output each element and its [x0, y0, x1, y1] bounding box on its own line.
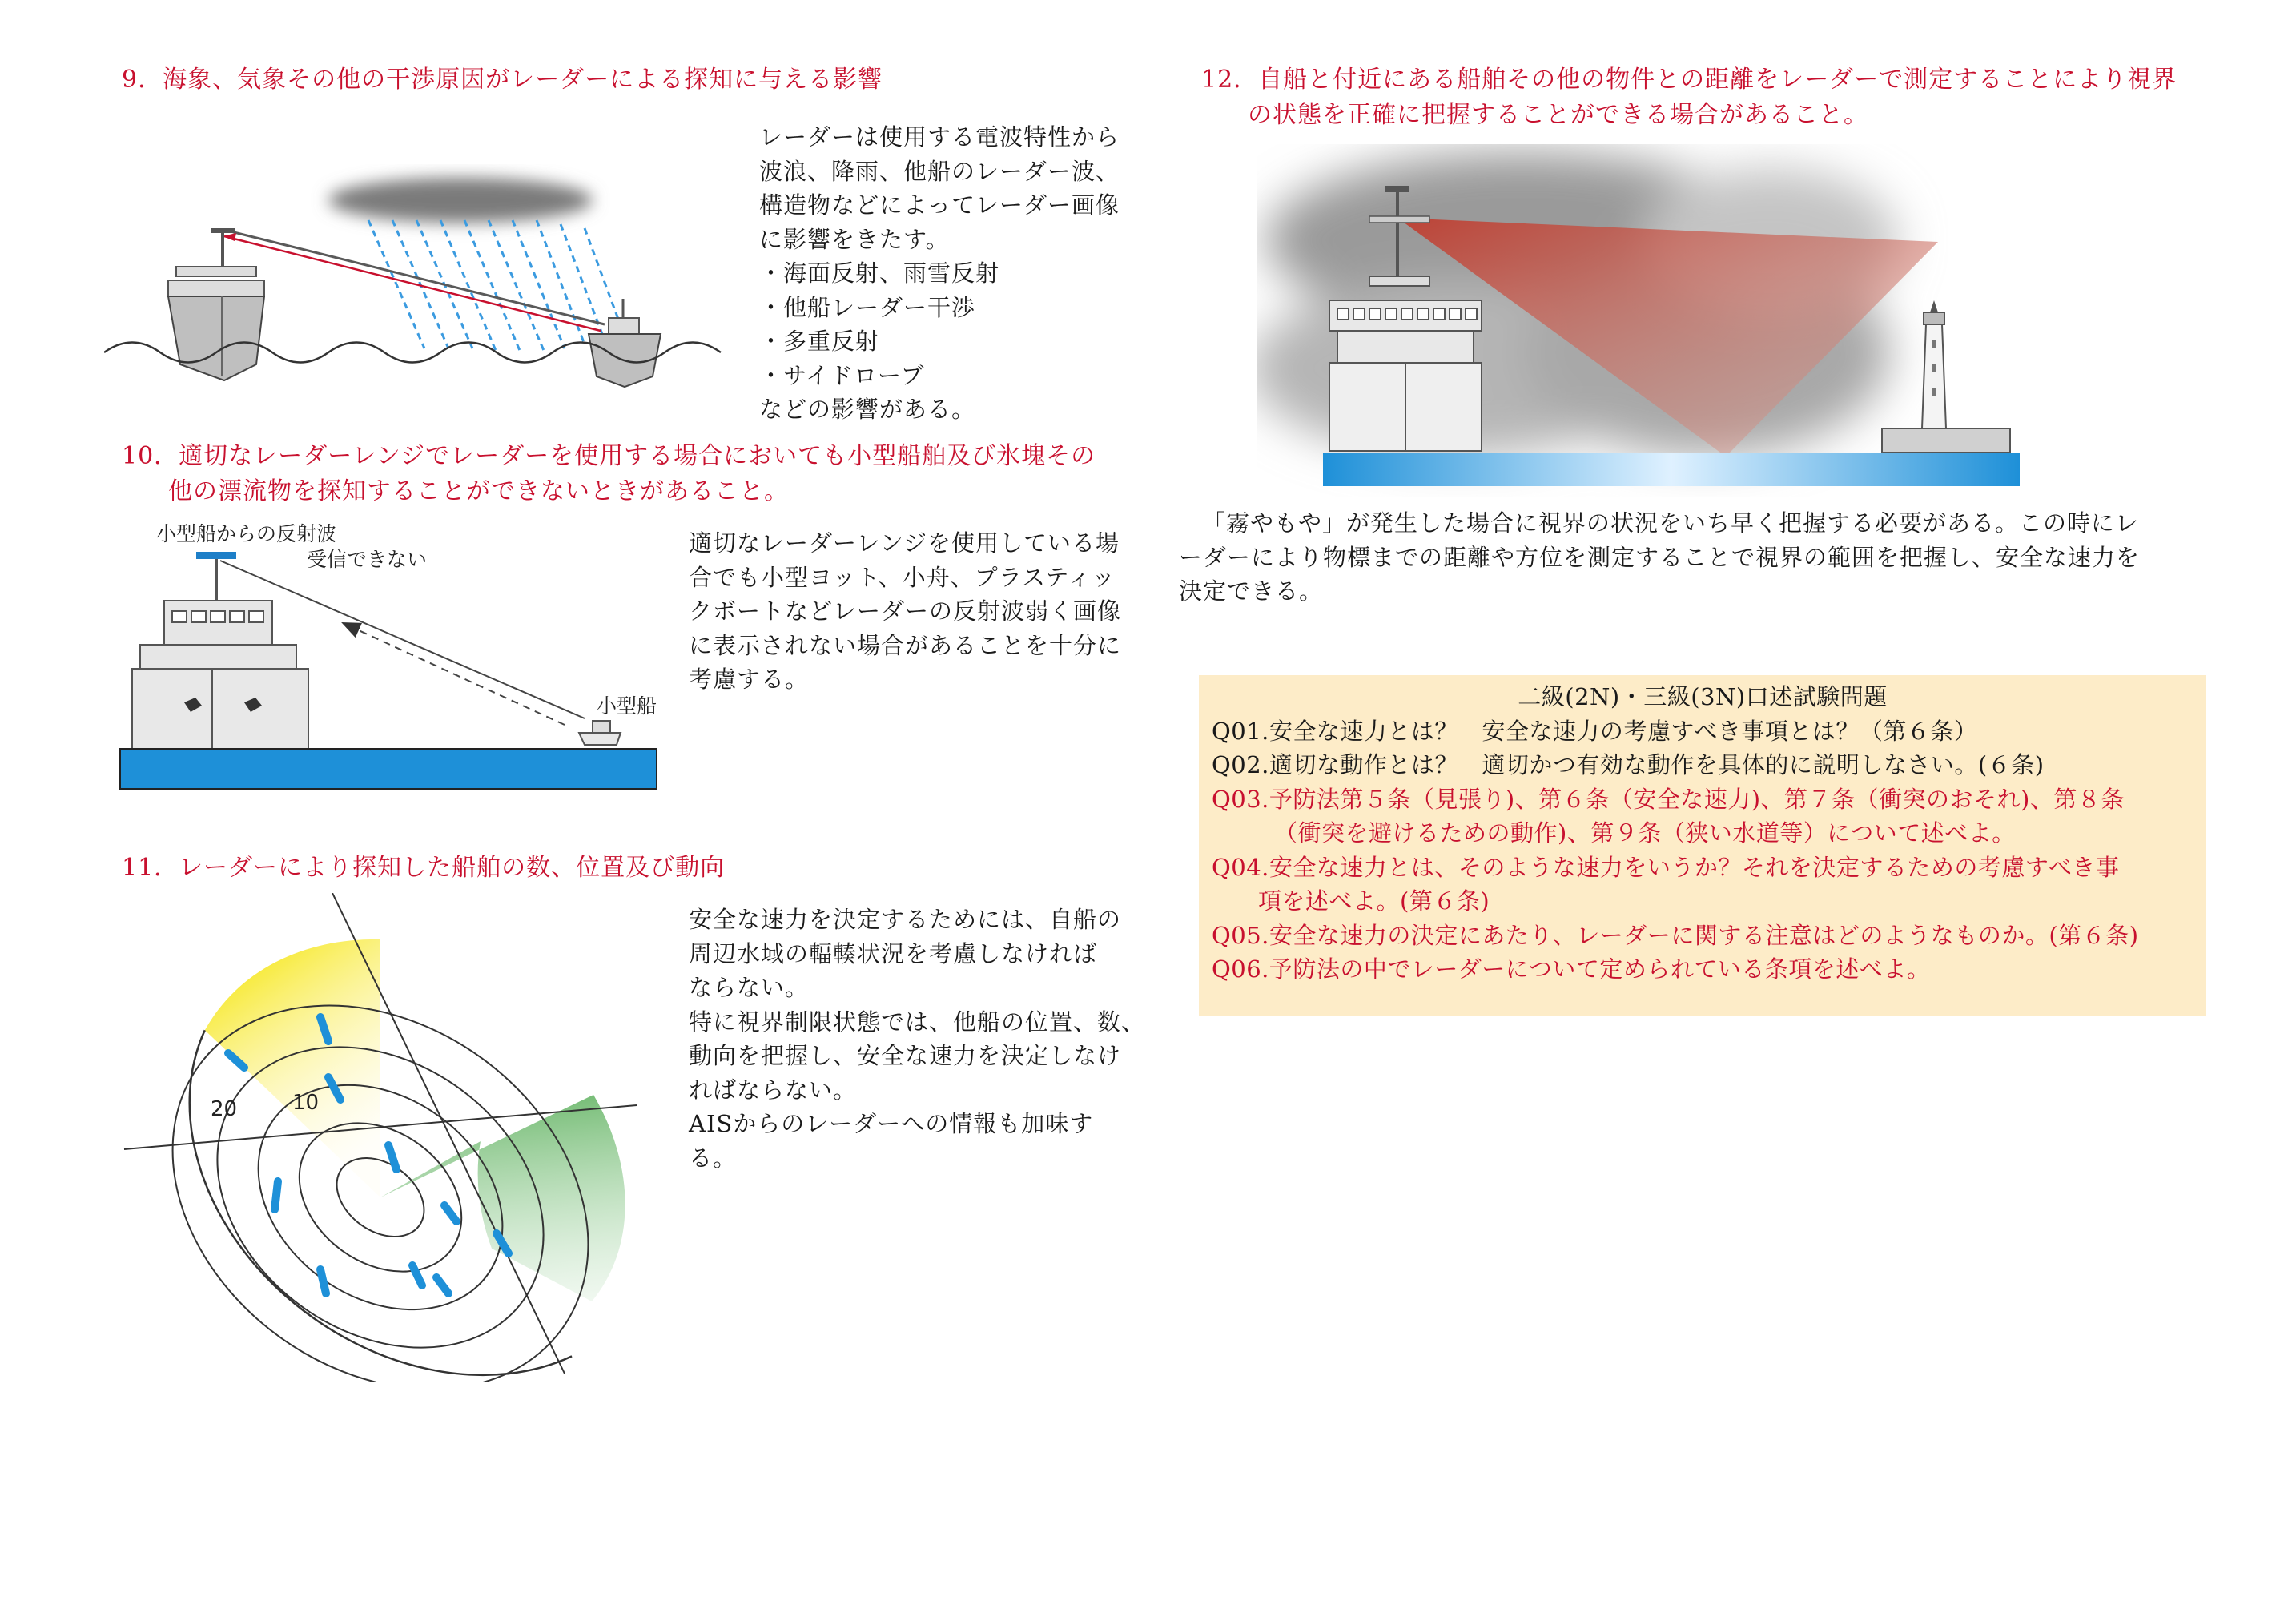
- sec9-text-line: ・多重反射: [759, 328, 880, 355]
- sec11-heading: 11．レーダーにより探知した船舶の数、位置及び動向: [122, 854, 726, 882]
- sec10-text-line: 合でも小型ヨット、小舟、プラスティッ: [689, 563, 1116, 591]
- small-boat: [579, 721, 621, 745]
- question-item-q04-cont: 項を述べよ。(第６条): [1258, 887, 1490, 915]
- sec11-text-line: ならない。: [689, 974, 810, 1001]
- sec10-text: [689, 526, 1121, 697]
- sec9-text-line: などの影響がある。: [759, 396, 976, 423]
- sec12-text-line: 決定できる。: [1179, 577, 1324, 605]
- sec12-heading: [1201, 62, 2177, 133]
- sec10-heading-line: 他の漂流物を探知することができないときがあること。: [168, 477, 789, 505]
- yellow-sector: [185, 893, 503, 1197]
- ring-label-10: 10: [292, 1091, 320, 1115]
- sec11-text-line: 周辺水域の輻輳状況を考慮しなければ: [689, 939, 1098, 967]
- sec12-text: [1179, 506, 2140, 609]
- sec9-text: [759, 120, 1120, 427]
- sea: [1323, 453, 2020, 486]
- sec11-text-line: 特に視界制限状態では、他船の位置、数、: [689, 1008, 1146, 1036]
- sec9-text-line: ・他船レーダー干渉: [759, 293, 976, 321]
- question-item-q03-cont: （衝突を避けるための動作)、第９条（狭い水道等）について述べよ。: [1274, 819, 2016, 847]
- sec9-text-line: ・サイドローブ: [759, 361, 925, 389]
- sec12-text-line: 「霧やもや」が発生した場合に視界の状況をいち早く把握する必要がある。この時にレ: [1202, 509, 2140, 537]
- sec10-text-line: に表示されない場合があることを十分に: [689, 631, 1122, 659]
- sec9-heading: 9．海象、気象その他の干渉原因がレーダーによる探知に与える影響: [122, 66, 883, 94]
- sec10-text-line: 適切なレーダーレンジを使用している場: [689, 529, 1120, 557]
- sec9-text-line: に影響をきたす。: [759, 225, 950, 253]
- question-item-q05: Q05.安全な速力の決定にあたり、レーダーに関する注意はどのようなものか。(第６条): [1212, 921, 2139, 949]
- sec12-heading-line: の状態を正確に把握することができる場合があること。: [1248, 101, 1868, 129]
- sec12-fog-figure: [1257, 144, 2026, 497]
- sec10-text-line: 考慮する。: [689, 666, 810, 693]
- reflected-wave: [224, 236, 601, 331]
- own-ship: [168, 228, 264, 380]
- sea: [120, 749, 657, 789]
- label-small-boat: 小型船: [597, 694, 657, 718]
- sec11-text: [689, 903, 1145, 1175]
- sec10-heading-line: 10．適切なレーダーレンジでレーダーを使用する場合においても小型船舶及び氷塊その: [122, 442, 1096, 470]
- question-box-title: 二級(2N)・三級(3N)口述試験問題: [1518, 683, 1888, 710]
- question-item-q04: Q04.安全な速力とは、そのような速力をいうか？それを決定するための考慮すべき事: [1212, 853, 2120, 881]
- question-item-q03: Q03.予防法第５条（見張り)、第６条（安全な速力)、第７条（衝突のおそれ)、第８条: [1212, 785, 2125, 813]
- sec9-figure: [104, 164, 737, 404]
- sec12-heading-line: 12．自船と付近にある船舶その他の物件との距離をレーダーで測定することにより視界: [1201, 66, 2177, 94]
- weak-reflection-arrow: [350, 626, 565, 725]
- sec9-text-line: 構造物などによってレーダー画像: [759, 191, 1120, 219]
- radar-beam: [224, 230, 605, 324]
- oral-exam-question-box: [1199, 675, 2206, 1016]
- question-list: [1199, 714, 2206, 987]
- sec9-text-line: 波浪、降雨、他船のレーダー波、: [759, 157, 1120, 185]
- rain-streaks: [368, 220, 625, 352]
- label-no-receive: 受信できない: [307, 548, 428, 571]
- sec11-text-line: 安全な速力を決定するためには、自船の: [689, 906, 1122, 933]
- sec11-text-line: AISからのレーダーへの情報も加味す: [689, 1110, 1094, 1137]
- sec10-figure: [116, 517, 669, 797]
- ring-label-20: 20: [211, 1097, 238, 1121]
- sec9-text-line: レーダーは使用する電波特性から: [759, 123, 1120, 151]
- question-item-q01: Q01.安全な速力とは？ 安全な速力の考慮すべき事項とは？（第６条）: [1212, 717, 1978, 745]
- own-ship: [132, 552, 308, 749]
- target-ship: [589, 299, 661, 387]
- label-reflect-wave: 小型船からの反射波: [156, 522, 337, 545]
- sec12-text-line: ーダーにより物標までの距離や方位を測定することで視界の範囲を把握し、安全な速力を: [1179, 543, 2141, 571]
- question-item-q02: Q02.適切な動作とは？ 適切かつ有効な動作を具体的に説明しなさい。(６条): [1212, 751, 2045, 778]
- sec9-text-line: ・海面反射、雨雪反射: [759, 259, 1000, 287]
- sec11-text-line: 動向を把握し、安全な速力を決定しなけ: [689, 1042, 1122, 1069]
- sec10-heading: [122, 439, 1096, 509]
- lighthouse: [1882, 300, 2010, 453]
- sec11-radar-figure: [116, 893, 677, 1382]
- question-item-q06: Q06.予防法の中でレーダーについて定められている条項を述べよ。: [1212, 955, 1931, 983]
- rain-cloud: [328, 178, 593, 223]
- sec10-text-line: クボートなどレーダーの反射波弱く画像: [689, 597, 1122, 625]
- sec11-text-line: ればならない。: [689, 1076, 858, 1104]
- sec11-text-line: る。: [689, 1144, 738, 1172]
